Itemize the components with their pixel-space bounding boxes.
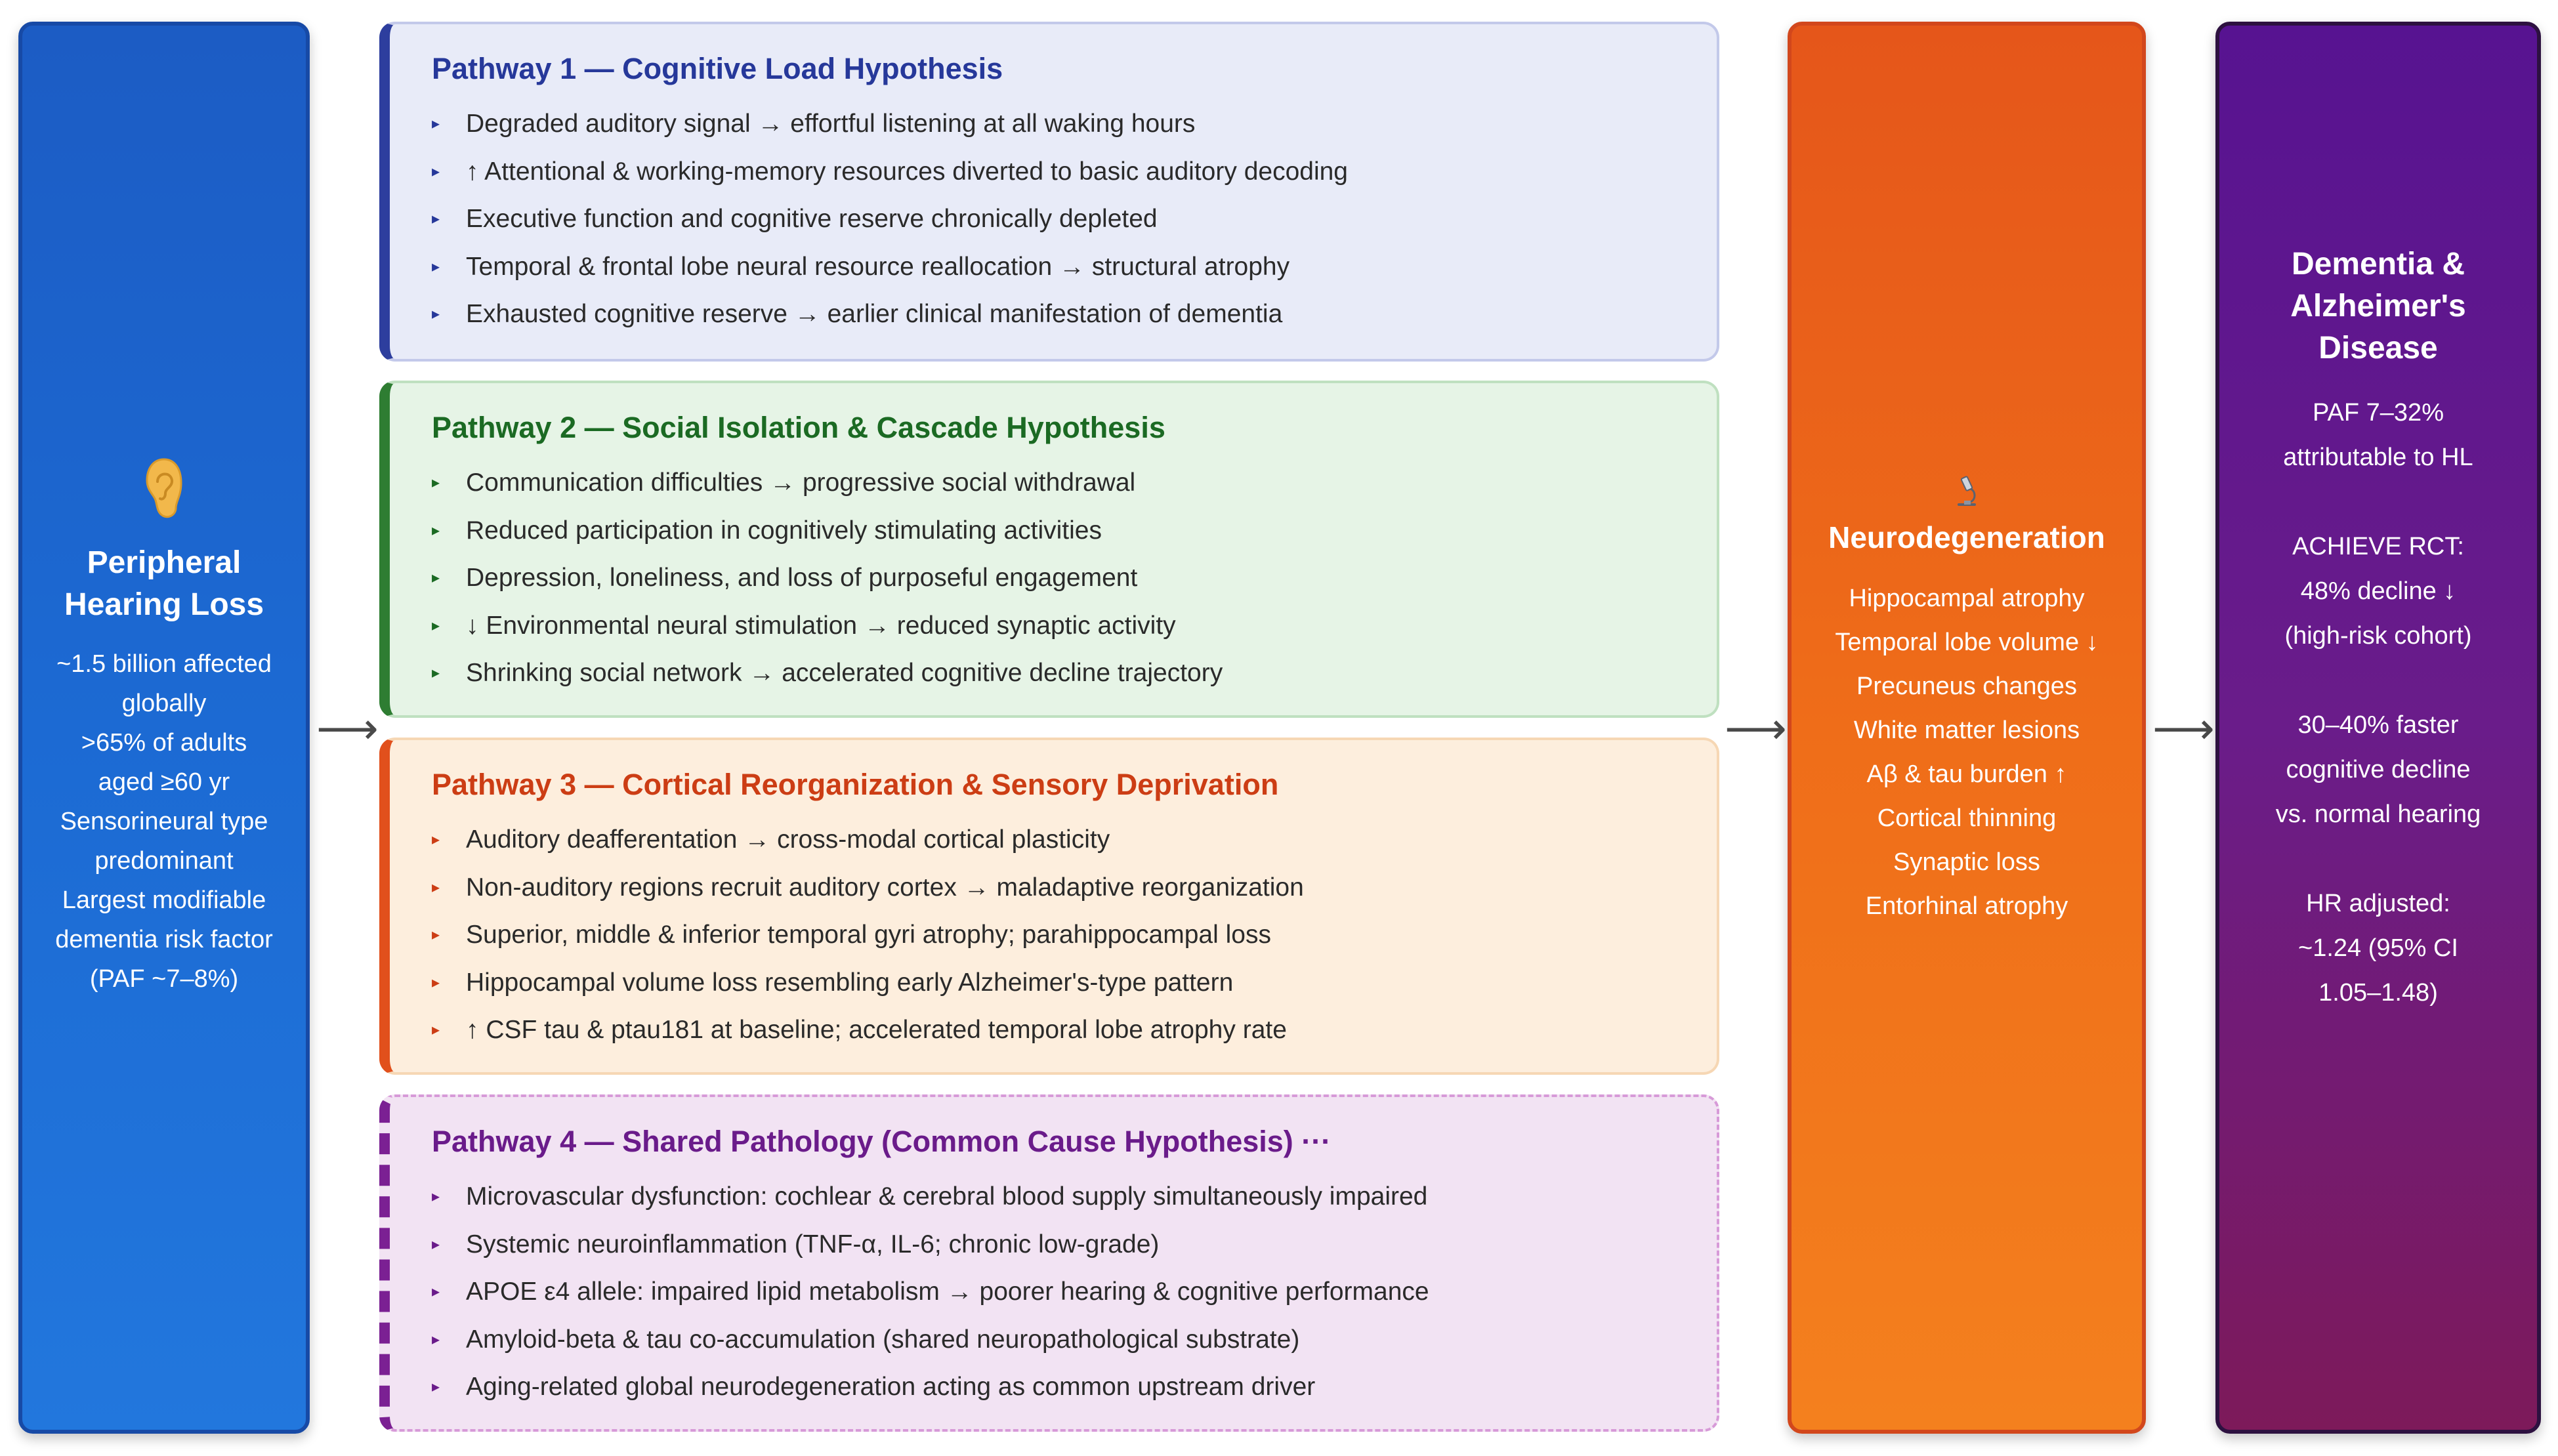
list-item [432,911,1690,959]
hearing-stat: dementia risk factor [55,926,273,953]
dementia-stat: ACHIEVE RCT: [2292,533,2464,560]
neuro-item: Synaptic loss [1893,848,2040,876]
pathway-list [432,100,1690,339]
list-item-text: Amyloid-beta & tau co-accumulation (shared neuropathological substrate) [466,1325,1300,1354]
list-item-text: Shrinking social network → accelerated cognitive decline trajectory [466,659,1223,687]
hearing-stat: >65% of adults [81,729,247,757]
list-item-text: Systemic neuroinflammation (TNF-α, IL-6; chronic low-grade) [466,1230,1160,1258]
dementia-stat: attributable to HL [2283,444,2473,471]
neuro-item: White matter lesions [1853,717,2080,744]
hearing-stat: Sensorineural type [60,808,268,835]
bullet-icon: ▸ [432,1283,440,1300]
list-item-text: Communication difficulties → progressive social withdrawal [466,468,1136,497]
list-item [432,1221,1690,1269]
bullet-icon: ▸ [432,664,440,682]
bullet-icon: ▸ [432,926,440,944]
bullet-icon: ▸ [432,474,440,491]
list-item-text: ↓ Environmental neural stimulation → reduced synaptic activity [466,611,1176,640]
pathway-title: Pathway 4 — Shared Pathology (Common Cause Hypothesis) ··· [432,1125,1331,1158]
list-item-text: Executive function and cognitive reserve chronically depleted [466,205,1158,233]
list-item [432,291,1690,339]
bullet-icon: ▸ [432,1188,440,1205]
list-item [432,1007,1690,1054]
hearing-loss-title [64,542,264,626]
bullet-icon: ▸ [432,1330,440,1348]
bullet-icon: ▸ [432,162,440,180]
hearing-stat: (PAF ~7–8%) [89,965,239,993]
dementia-stat: HR adjusted: [2306,890,2450,917]
pathway-title: Pathway 3 — Cortical Reorganization & Sensory Deprivation [432,768,1279,801]
list-item-text: Hippocampal volume loss resembling early Alzheimer's-type pattern [466,968,1234,997]
neuro-item: Entorhinal atrophy [1865,892,2068,920]
bullet-icon: ▸ [432,521,440,539]
list-item [432,1363,1690,1411]
pathway-list [432,816,1690,1054]
list-item-text: Depression, loneliness, and loss of purposeful engagement [466,564,1138,592]
neurodegeneration-title: Neurodegeneration [1828,520,2105,554]
neuro-item: Hippocampal atrophy [1849,585,2085,612]
hearing-loss-title-line: Peripheral [87,545,241,580]
ear-icon [143,457,185,520]
list-item [432,243,1690,291]
list-item [432,602,1690,650]
dementia-stat: 30–40% faster [2297,711,2459,739]
dementia-stat: cognitive decline [2286,756,2471,783]
pathway-list [432,1173,1690,1411]
list-item-text: ↑ CSF tau & ptau181 at baseline; accelerated temporal lobe atrophy rate [466,1016,1287,1044]
flow-arrow: ⟶ [2152,703,2215,754]
pathway-2-card [379,381,1719,718]
pathway-list [432,459,1690,697]
hearing-stat: Largest modifiable [62,886,266,914]
list-item [432,100,1690,148]
bullet-icon: ▸ [432,569,440,587]
bullet-icon: ▸ [432,878,440,896]
neuro-item: Aβ & tau burden ↑ [1866,760,2067,788]
pathway-title: Pathway 2 — Social Isolation & Cascade Hypothesis [432,411,1165,444]
hearing-stat: aged ≥60 yr [98,768,230,796]
pathway-4-card [379,1094,1719,1432]
bullet-icon: ▸ [432,210,440,228]
hearing-loss-box [18,22,310,1434]
dementia-title [2290,243,2466,369]
bullet-icon: ▸ [432,1378,440,1396]
list-item-text: APOE ε4 allele: impaired lipid metabolism → poorer hearing & cognitive performance [466,1278,1429,1306]
list-item-text: Degraded auditory signal → effortful listening at all waking hours [466,110,1196,138]
bullet-icon: ▸ [432,115,440,133]
bullet-icon: ▸ [432,616,440,634]
list-item-text: Aging-related global neurodegeneration acting as common upstream driver [466,1373,1316,1401]
list-item [432,1173,1690,1221]
pathway-title: Pathway 1 — Cognitive Load Hypothesis [432,52,1003,85]
pathway-1-card [379,22,1719,362]
dementia-stat: 48% decline ↓ [2300,577,2456,605]
neuro-item: Precuneus changes [1856,673,2077,700]
list-item-text: Auditory deafferentation → cross-modal cortical plasticity [466,825,1110,854]
bullet-icon: ▸ [432,257,440,276]
bullet-icon: ▸ [432,831,440,848]
list-item [432,459,1690,507]
list-item [432,148,1690,196]
list-item-text: Superior, middle & inferior temporal gyri atrophy; parahippocampal loss [466,921,1271,949]
dementia-stat: PAF 7–32% [2313,399,2444,426]
dementia-stat: (high-risk cohort) [2284,622,2472,650]
list-item-text: Microvascular dysfunction: cochlear & cerebral blood supply simultaneously impaired [466,1182,1428,1211]
hearing-stat: ~1.5 billion affected [56,650,272,678]
list-item-text: ↑ Attentional & working-memory resources diverted to basic auditory decoding [466,157,1348,186]
list-item [432,554,1690,602]
neuro-item: Cortical thinning [1877,804,2057,832]
list-item [432,1268,1690,1316]
bullet-icon: ▸ [432,1021,440,1039]
bullet-icon: ▸ [432,973,440,991]
bullet-icon: ▸ [432,305,440,323]
list-item-text: Non-auditory regions recruit auditory cortex → maladaptive reorganization [466,873,1304,902]
list-item [432,196,1690,243]
bullet-icon: ▸ [432,1235,440,1253]
hearing-stat: predominant [94,847,234,875]
list-item [432,959,1690,1007]
list-item-text: Temporal & frontal lobe neural resource reallocation → structural atrophy [466,252,1290,281]
hearing-stat: globally [121,690,207,717]
dementia-stat: vs. normal hearing [2275,801,2481,828]
list-item [432,864,1690,912]
hearing-loss-title-line: Hearing Loss [64,587,264,622]
dementia-title-line: Alzheimer's [2290,289,2466,323]
dementia-title-line: Dementia & [2291,247,2465,281]
dementia-title-line: Disease [2318,331,2438,365]
flow-arrow: ⟶ [1725,703,1787,754]
list-item [432,1316,1690,1364]
neuro-item: Temporal lobe volume ↓ [1835,629,2099,656]
microscope-icon [1952,474,1981,509]
dementia-stat: 1.05–1.48) [2318,979,2438,1007]
list-item [432,816,1690,864]
list-item-text: Exhausted cognitive reserve → earlier clinical manifestation of dementia [466,300,1283,328]
list-item-text: Reduced participation in cognitively stimulating activities [466,516,1102,545]
neurodegeneration-box [1788,22,2146,1434]
dementia-stat: ~1.24 (95% CI [2298,934,2458,962]
dementia-box [2215,22,2541,1434]
flow-arrow: ⟶ [316,703,379,754]
list-item [432,650,1690,697]
pathway-3-card [379,738,1719,1075]
list-item [432,507,1690,555]
